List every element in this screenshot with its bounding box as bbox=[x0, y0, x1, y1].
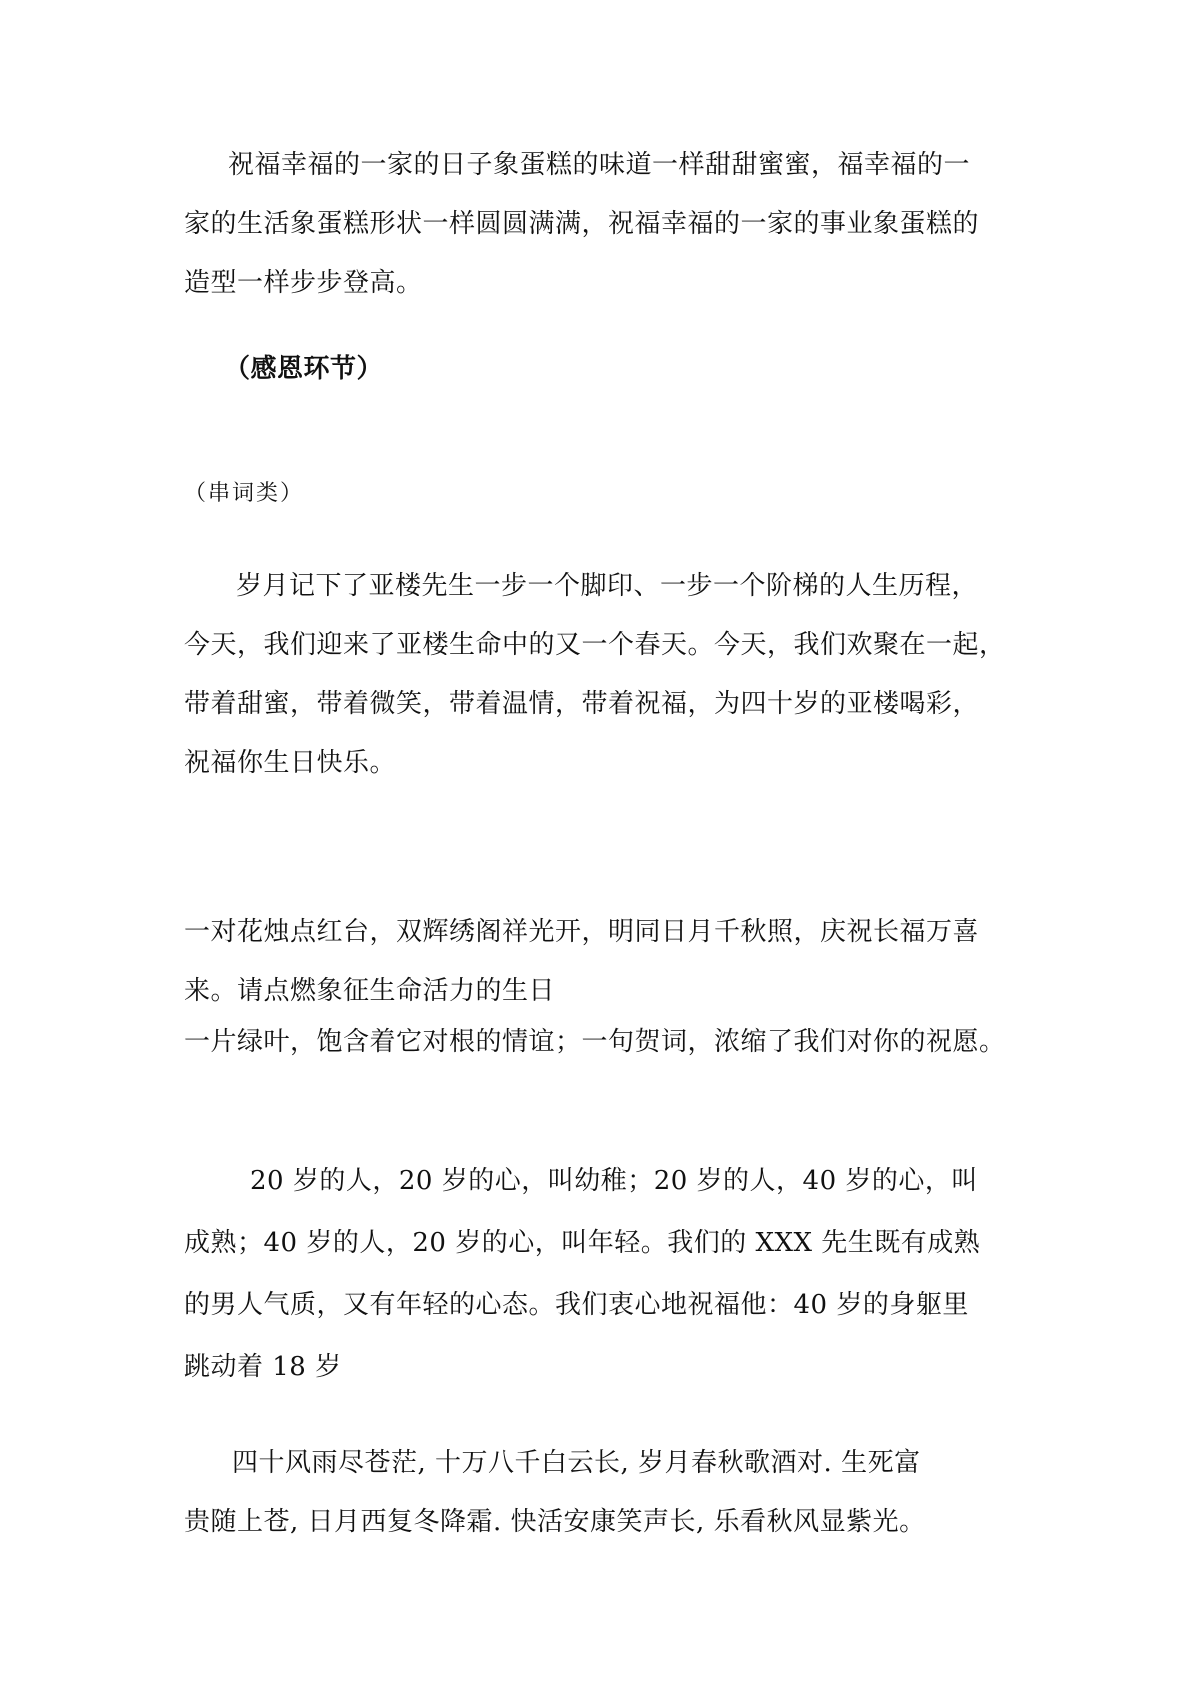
paragraph-3-line-3: 一片绿叶，饱含着它对根的情谊；一句贺词，浓缩了我们对你的祝愿。 bbox=[184, 1027, 1006, 1057]
paragraph-2-line-2: 今天，我们迎来了亚楼生命中的又一个春天。今天，我们欢聚在一起， bbox=[184, 630, 1006, 660]
paragraph-3-line-2: 来。请点燃象征生命活力的生日 bbox=[184, 976, 556, 1006]
section-heading-thanksgiving: （感恩环节） bbox=[224, 354, 384, 384]
paragraph-4-line-2: 成熟；40 岁的人，20 岁的心，叫年轻。我们的 XXX 先生既有成熟 bbox=[184, 1228, 981, 1258]
paragraph-5-line-2: 贵随上苍, 日月西复冬降霜. 快活安康笑声长, 乐看秋风显紫光。 bbox=[184, 1507, 926, 1537]
paragraph-1-line-3: 造型一样步步登高。 bbox=[184, 268, 423, 298]
paragraph-1-line-1: 祝福幸福的一家的日子象蛋糕的味道一样甜甜蜜蜜，福幸福的一 bbox=[228, 150, 971, 180]
paragraph-4-line-4: 跳动着 18 岁 bbox=[184, 1352, 342, 1382]
paragraph-2-line-3: 带着甜蜜，带着微笑，带着温情，带着祝福，为四十岁的亚楼喝彩， bbox=[184, 689, 980, 719]
section-heading-script: （串词类） bbox=[184, 481, 305, 506]
paragraph-5-line-1: 四十风雨尽苍茫, 十万八千白云长, 岁月春秋歌酒对. 生死富 bbox=[232, 1448, 921, 1478]
paragraph-1-line-2: 家的生活象蛋糕形状一样圆圆满满，祝福幸福的一家的事业象蛋糕的 bbox=[184, 209, 980, 239]
paragraph-3-line-1: 一对花烛点红台，双辉绣阁祥光开，明同日月千秋照，庆祝长福万喜 bbox=[184, 917, 980, 947]
paragraph-2-line-4: 祝福你生日快乐。 bbox=[184, 748, 397, 778]
paragraph-4-line-1: 20 岁的人，20 岁的心，叫幼稚；20 岁的人，40 岁的心，叫 bbox=[250, 1166, 978, 1196]
paragraph-2-line-1: 岁月记下了亚楼先生一步一个脚印、一步一个阶梯的人生历程， bbox=[236, 571, 979, 601]
paragraph-4-line-3: 的男人气质，又有年轻的心态。我们衷心地祝福他：40 岁的身躯里 bbox=[184, 1290, 969, 1320]
